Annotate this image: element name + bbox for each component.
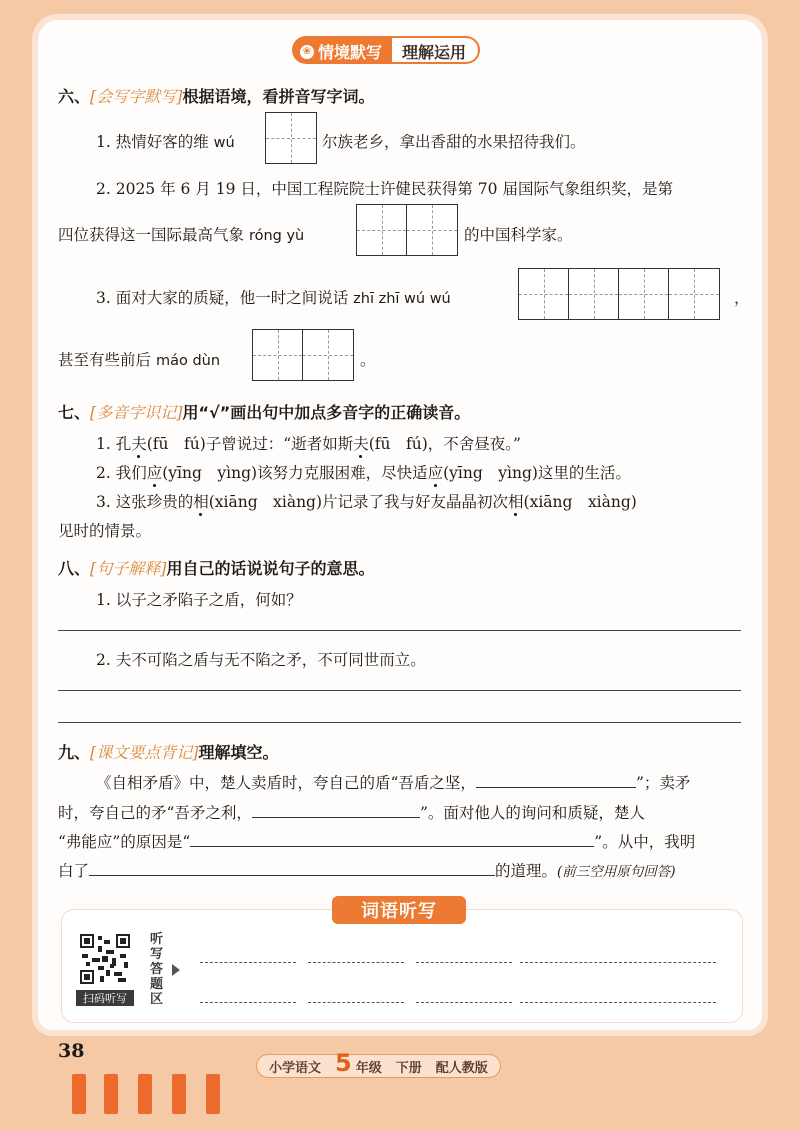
decorative-ribbon	[104, 1074, 118, 1114]
s8-q2-answer-line-1[interactable]	[58, 690, 741, 691]
dictation-blank-3[interactable]	[416, 962, 512, 963]
dictation-title: 词语听写	[332, 896, 466, 924]
s6-q3-before: 3. 面对大家的质疑，他一时之间说话 zhī zhī wú wú	[96, 289, 451, 307]
header-tag-left: 情境默写	[318, 43, 383, 62]
s6-q1-after: 尔族老乡，拿出香甜的水果招待我们。	[322, 133, 586, 151]
dictation-blank-7[interactable]	[416, 1002, 512, 1003]
s9-line2: 时，夸自己的矛“吾矛之利， ”。面对他人的询问和质疑，楚人	[58, 801, 645, 823]
s6-q3-line2-grid[interactable]	[252, 329, 354, 381]
page-number: 38	[58, 1040, 85, 1062]
footer-edition: 配人教版	[435, 1060, 488, 1076]
dictation-blank-4[interactable]	[520, 962, 716, 963]
dictation-blank-6[interactable]	[308, 1002, 404, 1003]
s9-blank-2[interactable]	[252, 801, 420, 818]
s6-q3-after: ，	[734, 289, 750, 307]
s6-q3-grid[interactable]	[518, 268, 720, 320]
s6-q2-before: 四位获得这一国际最高气象 róng yù	[58, 226, 305, 244]
s9-line3: “弗能应”的原因是“ ”。从中，我明	[58, 830, 695, 852]
section-header-tag	[292, 36, 480, 64]
s7-q3: 3. 这张珍贵的相(xiāng xiàng)片记录了我与好友晶晶初次相(xiāng xiàng)	[96, 493, 637, 511]
header-tag-right: 理解运用	[392, 36, 480, 64]
badge-icon: ❀	[300, 45, 314, 59]
s8-q2: 2. 夫不可陷之盾与无不陷之矛，不可同世而立。	[96, 651, 426, 669]
s9-line1: 《自相矛盾》中，楚人卖盾时，夸自己的盾“吾盾之坚， ”；卖矛	[96, 771, 690, 793]
s6-q2-grid[interactable]	[356, 204, 458, 256]
s7-q3-line2: 见时的情景。	[58, 522, 152, 540]
footer-volume: 下册	[395, 1060, 422, 1076]
section8-heading: 八、[句子解释]用自己的话说说句子的意思。	[58, 559, 375, 578]
s6-q2-after: 的中国科学家。	[464, 226, 573, 244]
dictation-blank-8[interactable]	[520, 1002, 716, 1003]
s6-q3-line2-after: 。	[360, 351, 376, 369]
section9-heading: 九、[课文要点背记]理解填空。	[58, 743, 279, 762]
footer-book-info	[256, 1049, 501, 1078]
decorative-ribbon	[206, 1074, 220, 1114]
section7-heading: 七、[多音字识记]用“√”画出句中加点多音字的正确读音。	[58, 403, 471, 422]
s9-blank-3[interactable]	[190, 830, 594, 847]
dictation-answer-area-label: 听写答题区	[150, 932, 164, 1007]
s6-q1-grid[interactable]	[265, 112, 317, 164]
section6-heading: 六、[会写字默写]根据语境，看拼音写字词。	[58, 87, 375, 106]
decorative-ribbon	[72, 1074, 86, 1114]
s6-q2-line1: 2. 2025 年 6 月 19 日，中国工程院院士许健民获得第 70 届国际气象组织奖，是第	[96, 180, 673, 198]
qr-code-icon[interactable]	[80, 934, 130, 984]
decorative-ribbon	[172, 1074, 186, 1114]
s8-q2-answer-line-2[interactable]	[58, 722, 741, 723]
s7-q2: 2. 我们应(yīng yìng)该努力克服困难，尽快适应(yīng yìng)这里的生活。	[96, 464, 631, 482]
play-arrow-icon	[172, 964, 180, 976]
s9-blank-1[interactable]	[476, 771, 636, 788]
footer-subject: 小学语文	[269, 1060, 322, 1076]
footer-grade: 年级	[355, 1060, 382, 1076]
s9-blank-4[interactable]	[89, 859, 495, 876]
dictation-blank-2[interactable]	[308, 962, 404, 963]
dictation-blank-1[interactable]	[200, 962, 296, 963]
scan-to-dictate-label[interactable]: 扫码听写	[76, 990, 134, 1006]
s8-q1: 1. 以子之矛陷子之盾，何如？	[96, 591, 302, 609]
s9-line4: 白了 的道理。(前三空用原句回答)	[58, 859, 676, 881]
s8-q1-answer-line[interactable]	[58, 630, 741, 631]
s7-q1: 1. 孔夫(fū fú)子曾说过：“逝者如斯夫(fū fú)，不舍昼夜。”	[96, 435, 521, 453]
dictation-blank-5[interactable]	[200, 1002, 296, 1003]
s6-q1-before: 1. 热情好客的维 wú	[96, 133, 235, 151]
decorative-ribbon	[138, 1074, 152, 1114]
footer-grade-number: 5	[335, 1049, 352, 1077]
s6-q3-line2-before: 甚至有些前后 máo dùn	[58, 351, 221, 369]
